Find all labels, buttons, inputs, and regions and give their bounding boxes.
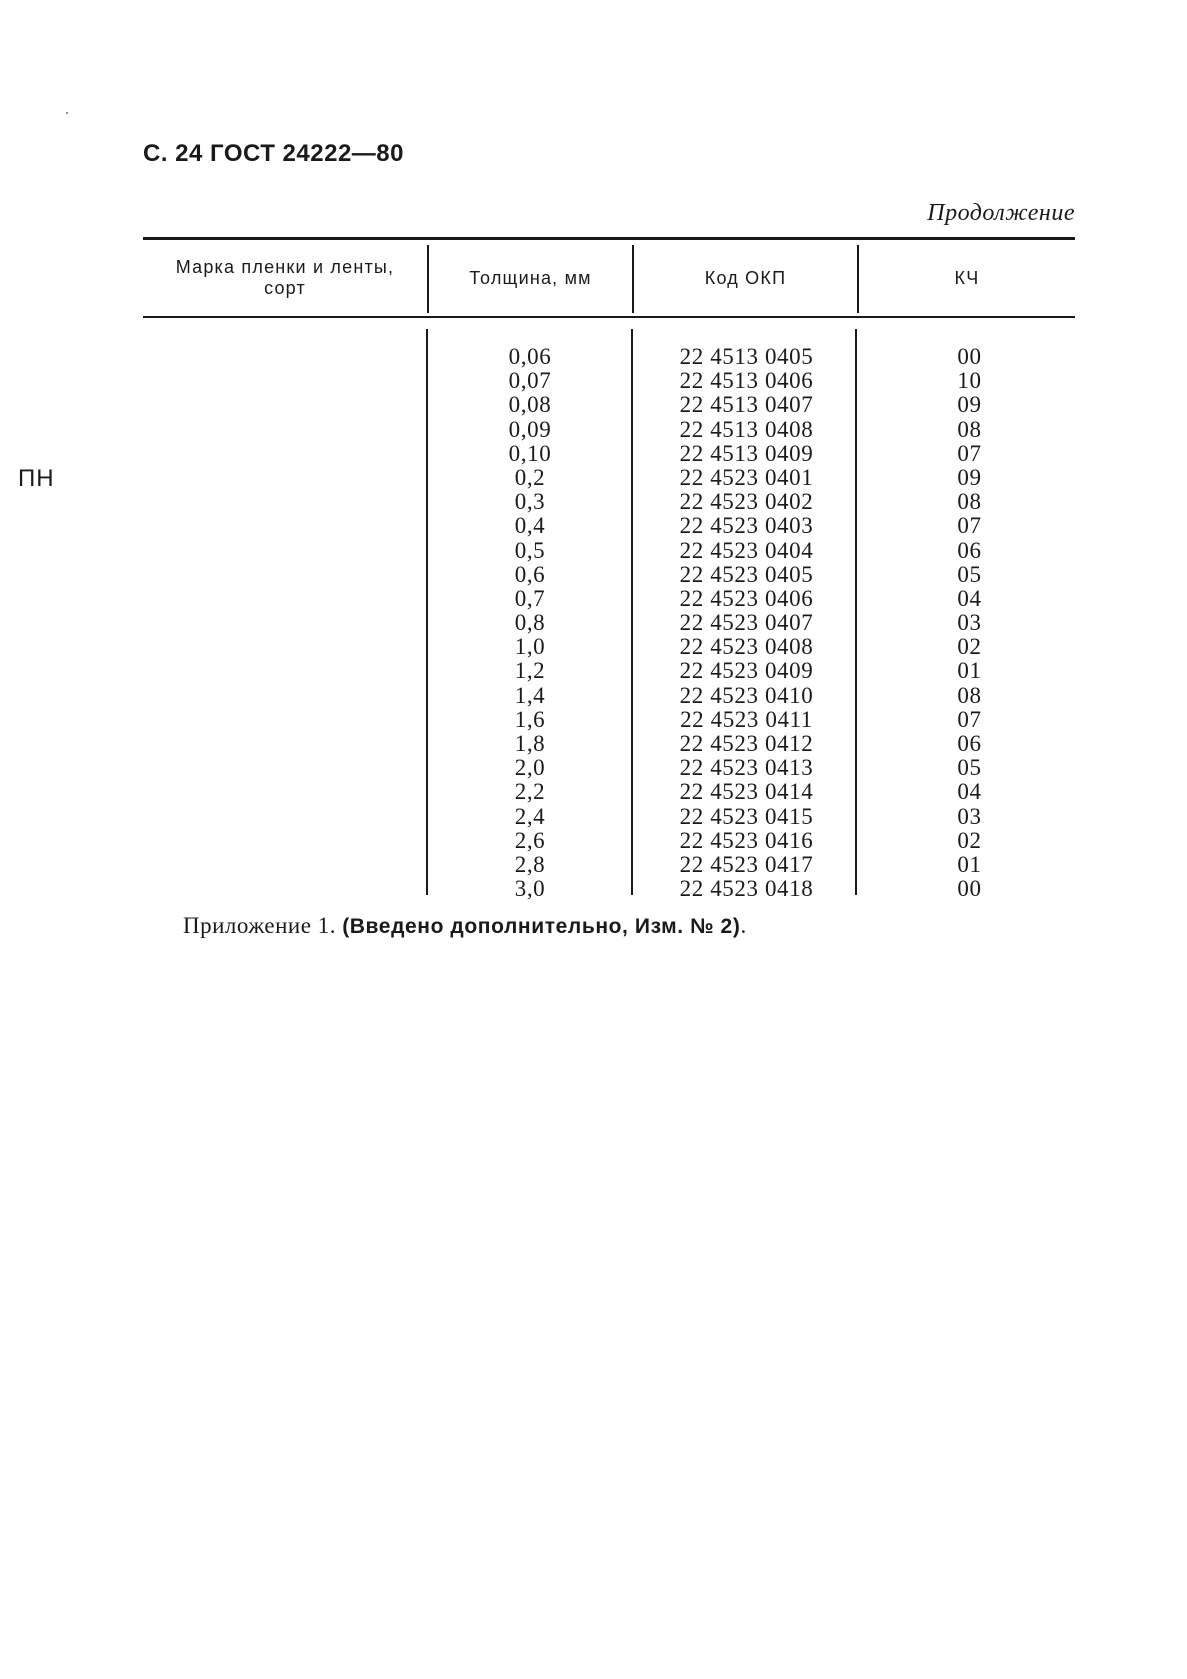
header-thickness: Толщина, мм (469, 267, 592, 288)
thickness-cell: 0,10 (508, 440, 552, 466)
footnote-prefix: Приложение 1. (183, 913, 336, 938)
okp-code-cell: 22 4523 0406 (679, 585, 814, 611)
thickness-cell: 1,8 (514, 731, 546, 756)
kch-cell: 00 (957, 876, 982, 902)
header-kch: КЧ (954, 267, 980, 288)
thickness-cell: 0,06 (508, 344, 552, 369)
kch-cell: 05 (957, 755, 982, 781)
okp-code-cell: 22 4523 0418 (679, 876, 814, 902)
thickness-column (435, 345, 625, 901)
okp-code-cell: 22 4523 0405 (679, 561, 814, 587)
thickness-cell: 0,2 (514, 464, 546, 490)
okp-code-cell: 22 4523 0411 (680, 706, 813, 732)
thickness-cell: 0,09 (508, 416, 552, 442)
kch-cell: 04 (957, 585, 982, 611)
okp-code-cell: 22 4523 0412 (679, 731, 814, 756)
footnote-suffix: . (740, 913, 747, 938)
thickness-cell: 0,5 (514, 537, 546, 563)
thickness-cell: 0,7 (514, 585, 546, 611)
okp-code-cell: 22 4513 0409 (679, 440, 814, 466)
thickness-cell: 1,0 (514, 634, 546, 660)
footnote (183, 913, 747, 939)
kch-cell: 03 (957, 803, 982, 829)
thickness-cell: 2,2 (514, 779, 546, 805)
kch-cell: 08 (957, 682, 982, 708)
kch-cell: 09 (957, 392, 982, 418)
okp-code-cell: 22 4523 0413 (679, 755, 814, 781)
thickness-cell: 1,6 (514, 706, 546, 732)
kch-cell: 02 (957, 634, 982, 660)
kch-cell: 09 (957, 464, 982, 490)
thickness-cell: 2,4 (514, 803, 546, 829)
okp-code-cell: 22 4523 0408 (679, 634, 814, 660)
okp-code-cell: 22 4523 0407 (679, 610, 814, 636)
okp-code-cell: 22 4523 0416 (679, 827, 814, 853)
body-separator-2 (631, 329, 633, 895)
okp-code-cell: 22 4523 0415 (679, 803, 814, 829)
okp-code-column (640, 345, 853, 901)
table-header-rule (143, 316, 1075, 318)
grade-label: ПН (18, 465, 55, 492)
okp-code-cell: 22 4523 0403 (679, 513, 814, 539)
footnote-amendment: (Введено дополнительно, Изм. № 2) (342, 915, 741, 938)
header-grade-line1: Марка пленки и ленты, (175, 257, 395, 277)
thickness-cell: 0,8 (514, 610, 546, 636)
scan-speck (66, 112, 68, 114)
thickness-cell: 1,4 (514, 682, 546, 708)
kch-cell: 02 (957, 827, 982, 853)
kch-cell: 01 (957, 851, 982, 877)
body-separator-3 (855, 329, 857, 895)
okp-code-cell: 22 4523 0410 (679, 682, 814, 708)
kch-cell: 07 (957, 706, 982, 732)
okp-code-cell: 22 4523 0417 (679, 851, 814, 877)
thickness-cell: 2,6 (514, 827, 546, 853)
okp-code-cell: 22 4523 0402 (679, 489, 814, 515)
okp-code-cell: 22 4523 0409 (679, 658, 814, 684)
thickness-cell: 3,0 (514, 876, 546, 902)
okp-code-cell: 22 4523 0414 (679, 779, 814, 805)
header-okp-code: Код ОКП (704, 267, 787, 288)
kch-cell: 06 (957, 731, 982, 756)
thickness-cell: 1,2 (514, 658, 546, 684)
thickness-cell: 2,8 (514, 851, 546, 877)
okp-code-cell: 22 4513 0405 (679, 344, 814, 369)
continuation-label: Продолжение (927, 200, 1075, 226)
kch-cell: 08 (957, 416, 982, 442)
kch-cell: 04 (957, 779, 982, 805)
okp-code-cell: 22 4513 0407 (679, 392, 814, 418)
kch-cell: 07 (957, 440, 982, 466)
okp-code-cell: 22 4513 0408 (679, 416, 814, 442)
okp-code-cell: 22 4523 0401 (679, 464, 814, 490)
kch-cell: 07 (957, 513, 982, 539)
kch-column (864, 345, 1075, 901)
thickness-cell: 0,07 (508, 368, 552, 394)
kch-cell: 03 (957, 610, 982, 636)
thickness-cell: 0,4 (514, 513, 546, 539)
kch-cell: 05 (957, 561, 982, 587)
okp-code-table (143, 237, 1075, 905)
okp-code-cell: 22 4523 0404 (679, 537, 814, 563)
kch-cell: 08 (957, 489, 982, 515)
thickness-cell: 0,3 (514, 489, 546, 515)
thickness-cell: 0,6 (514, 561, 546, 587)
header-grade (143, 240, 427, 316)
page-header: С. 24 ГОСТ 24222—80 (143, 140, 404, 167)
kch-cell: 01 (957, 658, 982, 684)
kch-cell: 00 (957, 344, 982, 369)
body-separator-1 (426, 329, 428, 895)
thickness-cell: 2,0 (514, 755, 546, 781)
okp-code-cell: 22 4513 0406 (679, 368, 814, 394)
thickness-cell: 0,08 (508, 392, 552, 418)
kch-cell: 06 (957, 537, 982, 563)
kch-cell: 10 (957, 368, 982, 394)
header-grade-line2: сорт (264, 278, 306, 298)
